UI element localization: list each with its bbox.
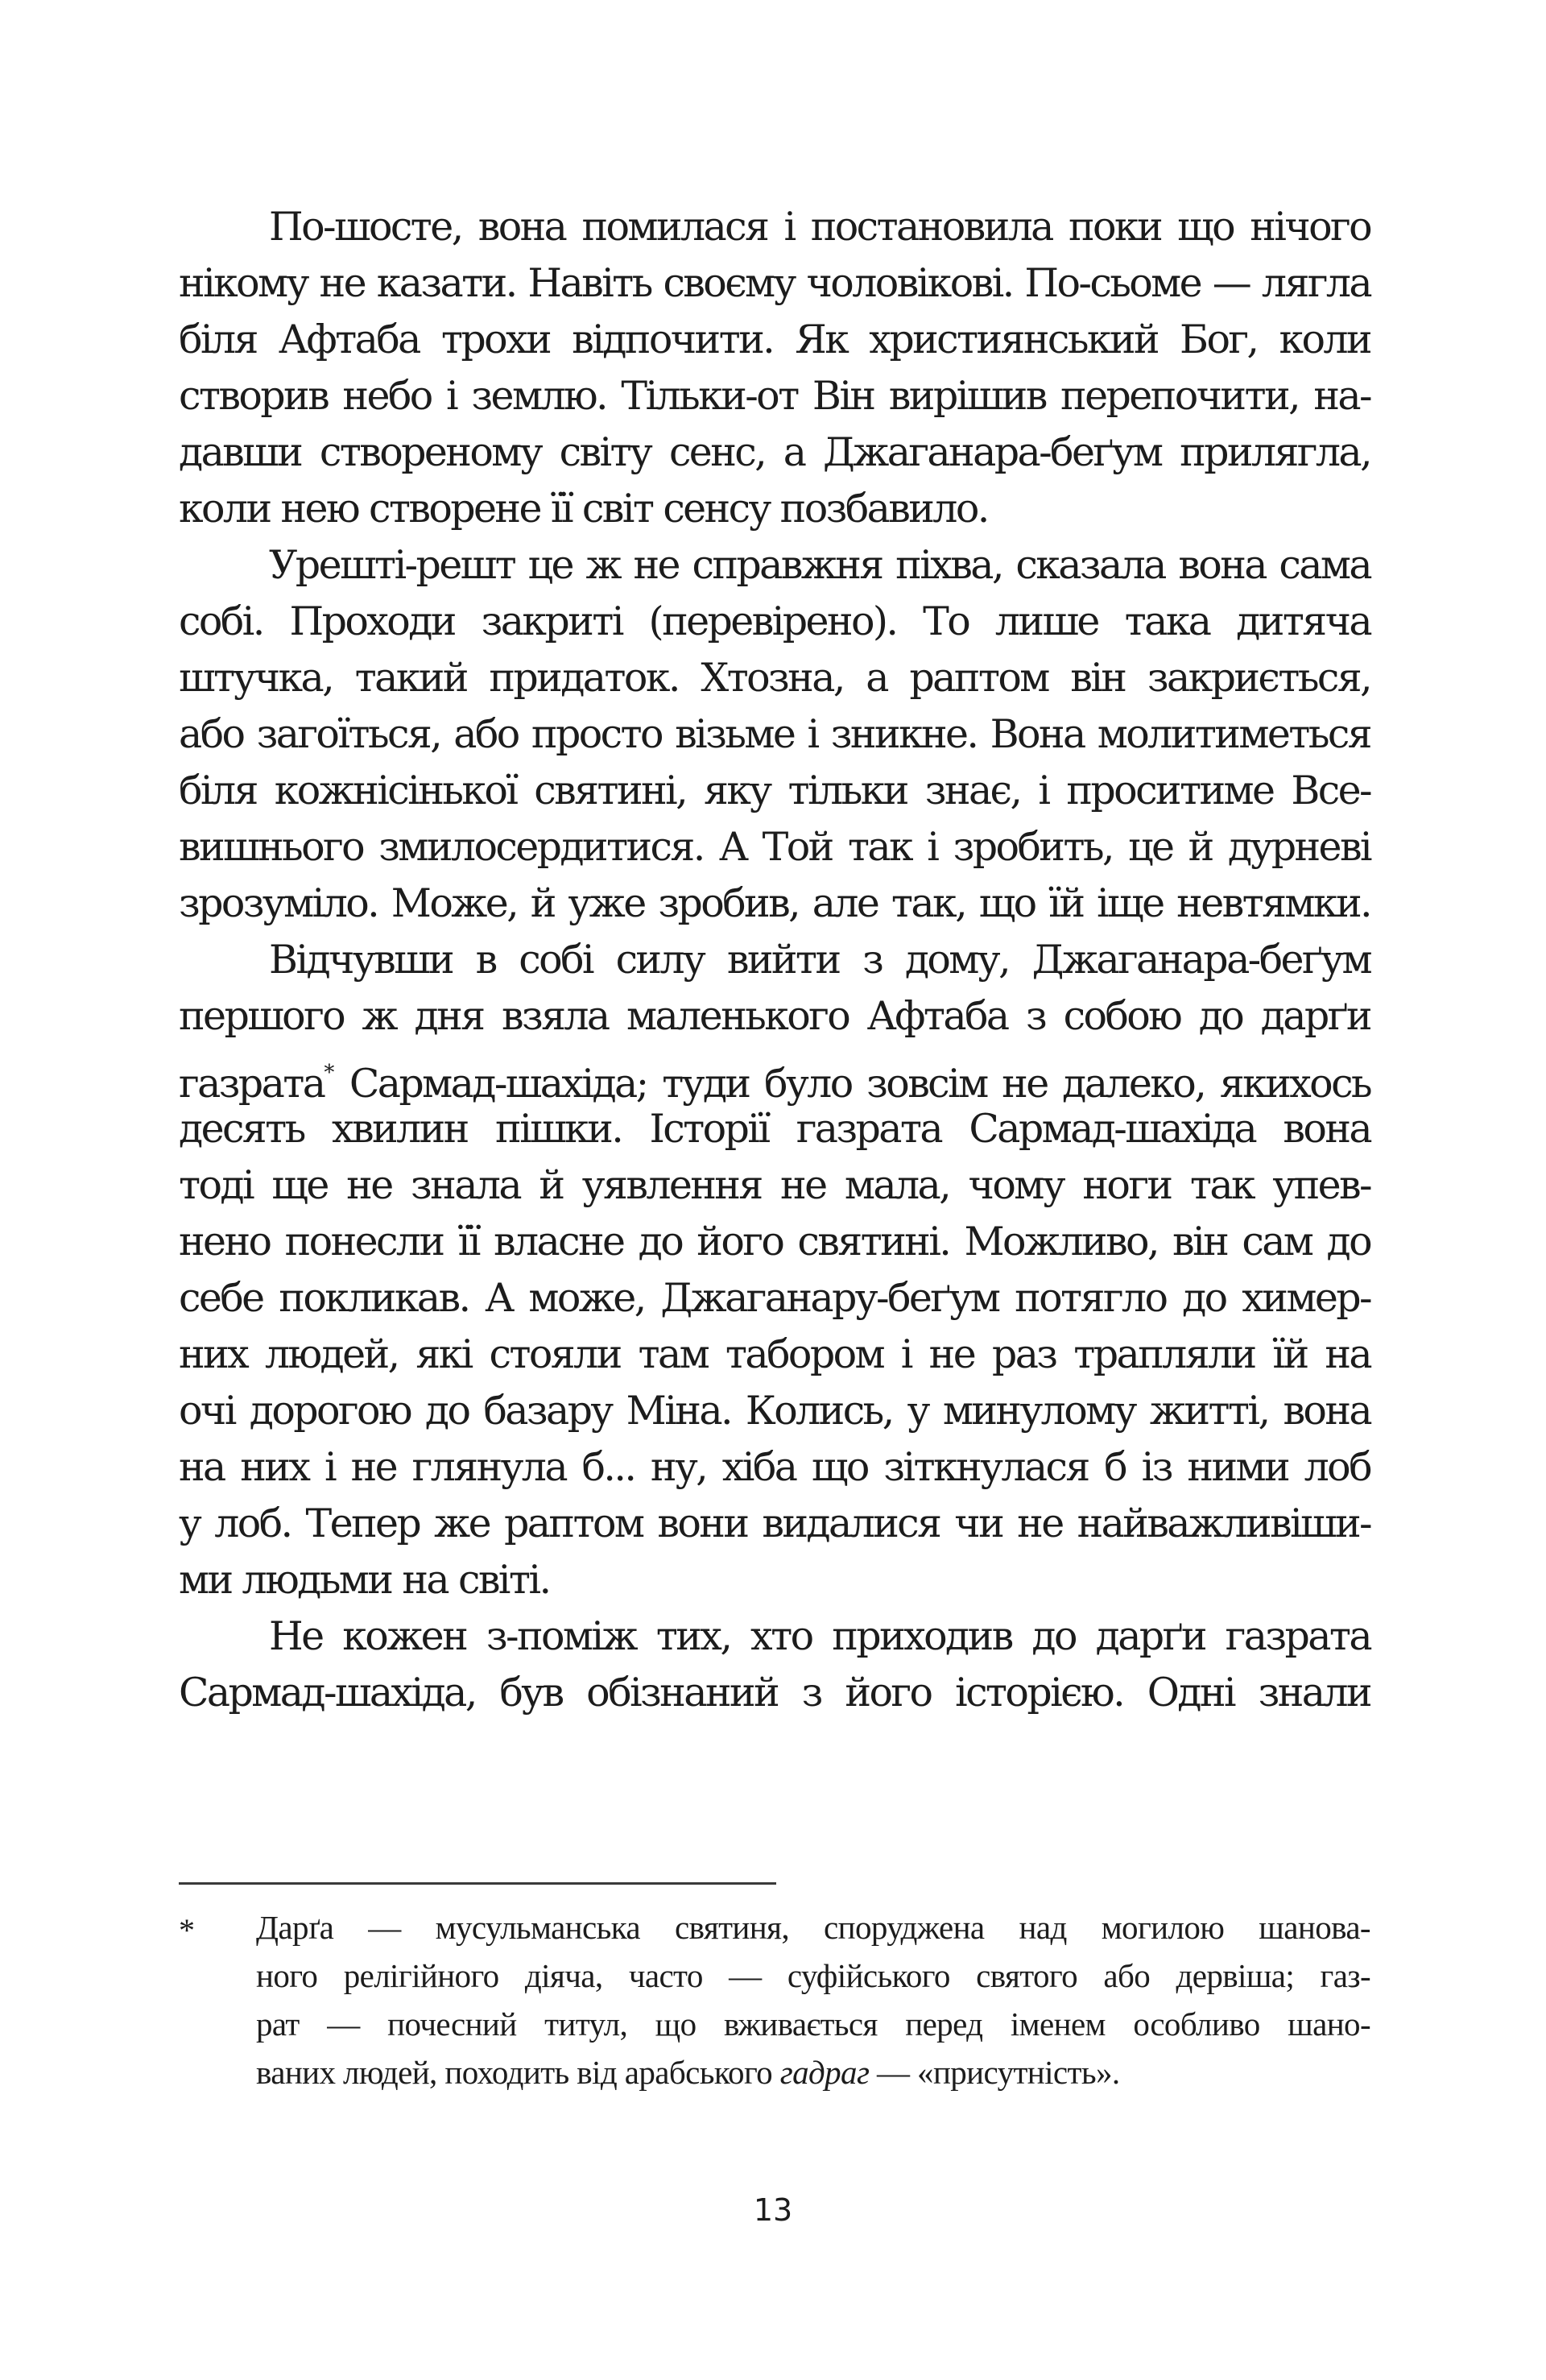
- text-line: коли нею створене її світ сенсу позбавило.: [179, 486, 988, 532]
- text-line: Відчувши в собі силу вийти з дому, Джаганара-беґум: [269, 937, 1370, 983]
- text-line: біля кожнісінької святині, яку тільки знає, і проситиме Все-: [179, 768, 1370, 813]
- footnote-line: [256, 2048, 1370, 2096]
- text-line: Не кожен з-поміж тих, хто приходив до дарґи газрата: [269, 1613, 1370, 1659]
- text-line: ми людьми на світі.: [179, 1557, 550, 1603]
- text-line: собі. Проходи закриті (перевірено). То лише така дитяча: [179, 598, 1370, 644]
- footnote-divider: [179, 1882, 776, 1885]
- text-fragment: — «присутність».: [869, 2054, 1120, 2091]
- text-line: першого ж дня взяла маленького Афтаба з собою до дарґи: [179, 993, 1370, 1039]
- text-line: вишнього змилосердитися. А Той так і зробить, це й дурневі: [179, 824, 1370, 870]
- text-line: або загоїться, або просто візьме і зникне. Вона молитиметься: [179, 711, 1370, 757]
- text-line: штучка, такий придаток. Хтозна, а раптом він закриється,: [179, 655, 1370, 701]
- page-number: 13: [753, 2192, 793, 2228]
- text-line: тоді ще не знала й уявлення не мала, чому ноги так упев-: [179, 1162, 1370, 1208]
- text-line: себе покликав. А може, Джаганару-беґум потягло до химер-: [179, 1275, 1370, 1321]
- text-line: зрозуміло. Може, й уже зробив, але так, що їй іще невтямки.: [179, 880, 1370, 926]
- footnote-marker: *: [179, 1912, 195, 1948]
- text-line: нікому не казати. Навіть своєму чоловікові. По-сьоме — лягла: [179, 260, 1370, 306]
- text-line: Сармад-шахіда, був обізнаний з його історією. Одні знали: [179, 1670, 1370, 1716]
- text-line: на них і не глянула б... ну, хіба що зіткнулася б із ними лоб: [179, 1444, 1370, 1490]
- text-line: давши створеному світу сенс, а Джаганара-беґум прилягла,: [179, 429, 1370, 475]
- main-text: [179, 199, 1370, 1721]
- text-line: створив небо і землю. Тільки-от Він вирішив перепочити, на-: [179, 373, 1370, 419]
- text-line: десять хвилин пішки. Історії газрата Сармад-шахіда вона: [179, 1106, 1370, 1152]
- text-line: Урешті-решт це ж не справжня піхва, сказала вона сама: [269, 542, 1370, 588]
- italic-term: гадраг: [779, 2054, 870, 2091]
- text-line: у лоб. Тепер же раптом вони видалися чи не найважливіши-: [179, 1500, 1370, 1546]
- text-fragment: Сармад-шахіда; туди було зовсім не далеко, якихось: [349, 1061, 1370, 1107]
- footnote-ref[interactable]: *: [324, 1061, 335, 1085]
- footnote-line: ного релігійного діяча, часто — суфійського святого або дервіша; газ-: [256, 1957, 1370, 1994]
- text-fragment: ваних людей, походить від арабського: [256, 2054, 780, 2091]
- text-line: очі дорогою до базару Міна. Колись, у минулому житті, вона: [179, 1388, 1370, 1434]
- text-line: [179, 1045, 1370, 1107]
- footnote-line: рат — почесний титул, що вживається перед іменем особливо шано-: [256, 2005, 1370, 2043]
- text-line: По-шосте, вона помилася і постановила поки що нічого: [269, 204, 1370, 250]
- footnote-text: [256, 1903, 1370, 2096]
- text-line: них людей, які стояли там табором і не раз трапляли їй на: [179, 1331, 1370, 1377]
- text-line: біля Афтаба трохи відпочити. Як християнський Бог, коли: [179, 317, 1370, 362]
- text-line: нено понесли її власне до його святині. Можливо, він сам до: [179, 1219, 1370, 1265]
- footnote-line: Дарґа — мусульманська святиня, споруджена над могилою шанова-: [256, 1909, 1370, 1946]
- text-fragment: газрата: [179, 1061, 324, 1107]
